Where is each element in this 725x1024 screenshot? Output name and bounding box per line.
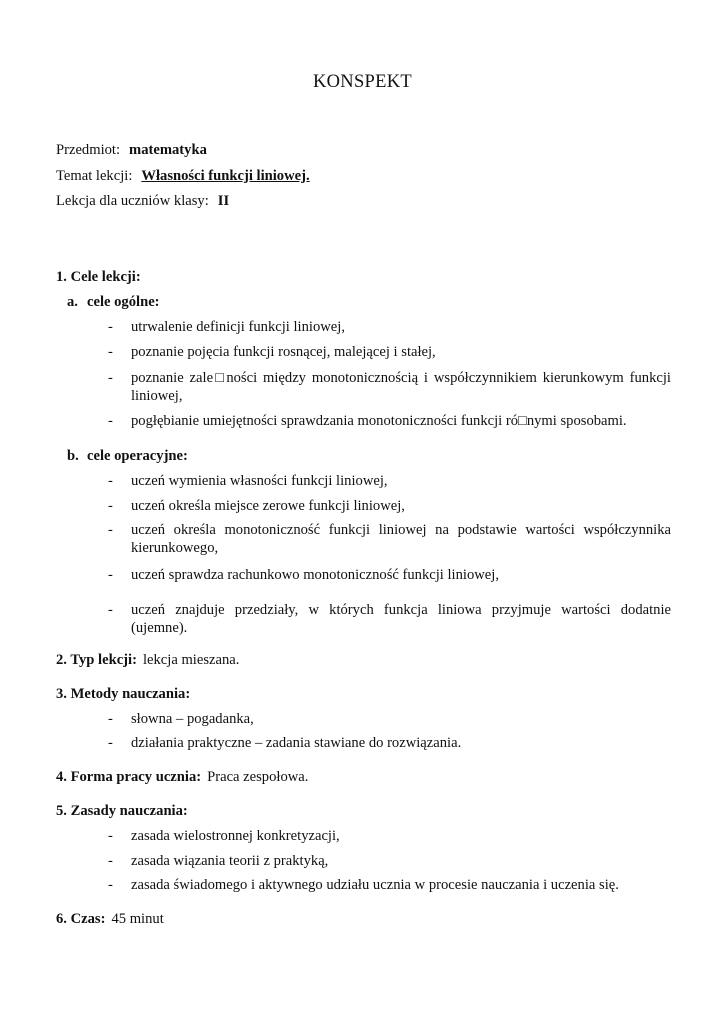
list-dash: - [108, 567, 113, 583]
list-item [108, 566, 671, 584]
list-item-text: utrwalenie definicji funkcji liniowej, [131, 319, 345, 335]
list-item [108, 412, 671, 430]
list-item [108, 601, 671, 637]
goals-heading: 1. Cele lekcji: [56, 269, 141, 285]
list-dash: - [108, 473, 113, 489]
list-item-text: uczeń wymienia własności funkcji liniowej, [131, 473, 388, 489]
list-item [108, 343, 671, 361]
list-item-text: poznanie zale□ności między monotonicznością i współczynnikiem kierunkowym funkcji liniowej, [131, 370, 671, 404]
list-item-text: pogłębianie umiejętności sprawdzania monotoniczności funkcji ró□nymi sposobami. [131, 413, 627, 429]
time-heading: 6. Czas: [56, 911, 106, 927]
list-item-text: zasada wiązania teorii z praktyką, [131, 853, 329, 869]
list-dash: - [108, 602, 113, 618]
general-goals-letter: a. [67, 294, 78, 310]
general-goals-label: cele ogólne: [87, 294, 160, 310]
topic-label: Temat lekcji: [56, 168, 133, 184]
work-form-line [56, 768, 308, 786]
list-dash: - [108, 711, 113, 727]
list-item [108, 852, 671, 870]
topic-value: Własności funkcji liniowej. [141, 168, 310, 184]
time-line [56, 910, 164, 928]
list-item [108, 734, 671, 752]
class-label: Lekcja dla uczniów klasy: [56, 193, 209, 209]
list-dash: - [108, 522, 113, 538]
general-goals-heading [67, 293, 160, 311]
list-dash: - [108, 413, 113, 429]
list-dash: - [108, 498, 113, 514]
topic-line [56, 167, 310, 185]
subject-label: Przedmiot: [56, 142, 121, 158]
list-item [108, 521, 671, 557]
document-title: KONSPEKT [312, 72, 413, 92]
list-item [108, 472, 671, 490]
list-dash: - [108, 828, 113, 844]
list-item-text: uczeń określa monotoniczność funkcji liniowej na podstawie wartości współczynnika kierunkowego, [131, 522, 671, 556]
operational-goals-heading [67, 447, 188, 465]
list-dash: - [108, 319, 113, 335]
list-item-text: słowna – pogadanka, [131, 711, 254, 727]
list-dash: - [108, 344, 113, 360]
lesson-type-value: lekcja mieszana. [142, 652, 240, 668]
list-item-text: uczeń określa miejsce zerowe funkcji liniowej, [131, 498, 405, 514]
methods-heading: 3. Metody nauczania: [56, 686, 191, 702]
subject-line [56, 141, 207, 159]
work-form-value: Praca zespołowa. [207, 769, 309, 785]
list-item [108, 827, 671, 845]
list-item [108, 710, 671, 728]
principles-heading: 5. Zasady nauczania: [56, 803, 188, 819]
list-item-text: uczeń sprawdza rachunkowo monotoniczność funkcji liniowej, [131, 567, 499, 583]
list-item-text: zasada wielostronnej konkretyzacji, [131, 828, 340, 844]
subject-value: matematyka [129, 142, 207, 158]
time-value: 45 minut [111, 911, 164, 927]
list-dash: - [108, 370, 113, 386]
operational-goals-label: cele operacyjne: [87, 448, 188, 464]
list-dash: - [108, 853, 113, 869]
class-value: II [217, 193, 230, 209]
lesson-type-heading: 2. Typ lekcji: [56, 652, 137, 668]
list-item [108, 369, 671, 405]
class-line [56, 192, 229, 210]
list-item [108, 497, 671, 515]
list-item [108, 876, 671, 894]
list-item-text: poznanie pojęcia funkcji rosnącej, malejącej i stałej, [131, 344, 436, 360]
operational-goals-letter: b. [67, 448, 79, 464]
list-dash: - [108, 735, 113, 751]
list-dash: - [108, 877, 113, 893]
work-form-heading: 4. Forma pracy ucznia: [56, 769, 202, 785]
list-item-text: działania praktyczne – zadania stawiane do rozwiązania. [131, 735, 462, 751]
list-item-text: zasada świadomego i aktywnego udziału ucznia w procesie nauczania i uczenia się. [131, 877, 619, 893]
list-item-text: uczeń znajduje przedziały, w których funkcja liniowa przyjmuje wartości dodatnie (ujemne). [131, 602, 671, 636]
lesson-type-line [56, 651, 239, 669]
list-item [108, 318, 671, 336]
